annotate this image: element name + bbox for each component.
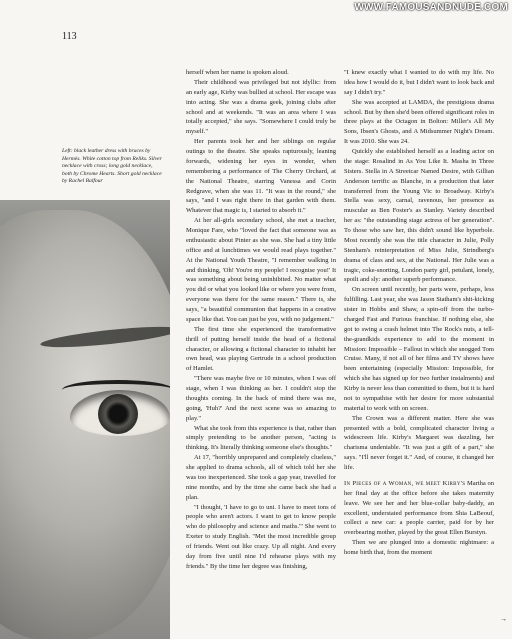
section-text: Martha on her final day at the office before she takes maternity leave. We see her and her blue-collar baby-daddy, an excellent, understated performance from Shia LaBeouf, collect a new car: a people carrier, paid for by her overbearing mother, played by the great Ellen Burstyn. bbox=[344, 479, 495, 537]
paragraph: "There was maybe five or 10 minutes, when I was off stage, when I was thinking as her. I couldn't stop the thoughts coming. In the back of mind there was me, going, 'Huh?' And the next scene was so amazing to play." bbox=[186, 375, 336, 422]
article-column-2 bbox=[344, 68, 494, 558]
portrait-photo bbox=[0, 200, 170, 639]
paragraph: On screen until recently, her parts were, perhaps, less fulfilling. Last year, she was Jason Statham's shit-kicking sister in Hobbs and Shaw, a spin-off from the turbo-charged Fast and Furious franchise. If nothing else, she got to swing a crash helmet into The Rock's nuts, a tell-the-grandkids experience to add to the moment in Mission: Impossible – Fallout in which she snogged Tom Cruise. Many, if not all of her films and TV shows have been entertaining (especially Mission: Impossible, for which she has signed up for two further instalments) and Kirby is never less than committed to them, but it is hard not to sympathise with her desire for more substantial material to work with on screen. bbox=[344, 286, 494, 412]
paragraph: At her all-girls secondary school, she met a teacher, Monique Fare, who "loved the fact that someone was as enthusiastic about Pinter as she was. She had a tiny little office and at lunchtimes we would read plays together." At the National Youth Theatre, "I remember walking in and thinking, 'Oh! You're my people! I recognise you!' It was something about being uninhibited. No matter what you did or what you looked like or where you were from, everyone was there for the same reason." There is, she says, "a beautiful communion that happens in a creative space like that. You can just be you, with no judgement." bbox=[186, 217, 336, 323]
paragraph: Their childhood was privileged but not idyllic: from an early age, Kirby was bullied at school. Her escape was into acting. She was a drama geek, joining clubs after school and at weekends. "It was an area where I was totally accepted," she says. "Somewhere I could truly be myself." bbox=[186, 78, 336, 136]
paragraph: The Crown was a different matter. Here she was presented with a bold, complicated character living a widescreen life. Kirby's Margaret was dazzling, her charisma undeniable. "It was just a gift of a part," she says. "I'll never forget it." And, of course, it changed her life. bbox=[344, 414, 494, 471]
paragraph: "I thought, 'I have to go to uni. I have to meet tons of people who aren't actors. I want to get to know people who do philosophy and science and maths.'" She went to Exeter to study English. "Met the most incredible group of friends. Went out like crazy. Up all night. And every day from five until nine I'd rehearse plays with my friends." By the time her degree was finishing, bbox=[186, 503, 336, 570]
article-column-1 bbox=[186, 68, 336, 572]
photo-caption: Left: black leather dress with braces by Hermès. White cotton top from Reliks. Silver necklace with cross; long gold necklace, both by Chrome Hearts. Short gold necklace by Rachel Balfour bbox=[62, 148, 162, 185]
paragraph: She was accepted at LAMDA, the prestigious drama school. But by then she'd been offered significant roles in three plays at the Octagon in Bolton: Miller's All My Sons, Ibsen's Ghosts, and A Midsummer Night's Dream. It was 2010. She was 24. bbox=[344, 98, 494, 146]
eye-shape bbox=[70, 390, 170, 436]
paragraph: "I knew exactly what I wanted to do with my life. No idea how I would do it, but I didn't want to look back and say I didn't try." bbox=[344, 69, 494, 96]
paragraph: Her parents took her and her siblings on regular outings to the theatre. She speaks rapturously, leaning forwards, widening her eyes in wonder, when remembering a performance of The Cherry Orchard, at the National Theatre, starring Vanessa and Corin Redgrave, when she was 11. "It was in the round," she says, "and I was right there in that garden with them. Whatever that magic is, I started to absorb it." bbox=[186, 138, 336, 215]
paragraph: At 17, "horribly unprepared and completely clueless," she applied to drama schools, all of which told her she was too inexperienced. She took a gap year, travelled for nine months, and by the time she came back she had a plan. bbox=[186, 454, 336, 501]
continue-arrow-icon: → bbox=[500, 615, 507, 623]
watermark: WWW.FAMOUSANDNUDE.COM bbox=[354, 2, 508, 13]
section-paragraph bbox=[344, 479, 494, 538]
paragraph: Quickly she established herself as a leading actor on the stage: Rosalind in As You Like It. Masha in Three Sisters. Stella in A Streetcar Named Desire, with Gillian Anderson terrific as Blanche, in a production that later transferred from the Young Vic to Broadway. Kirby's Stella was sexy, carnal, ravenous, her presence as muscular as Ben Foster's as Stanley. Variety described her as: "the outstanding stage actress of her generation". To those who saw her, this didn't sound like hyperbole. Most recently she was the title character in Julie, Polly Stenham's reinterpretation of Miss Julie, Strindberg's drama of class and sex, at the National. Her Julie was a tragic, coke-snorting, London party girl, petulant, lonely, spoilt and sly: another superb performance. bbox=[344, 148, 494, 284]
paragraph: The first time she experienced the transformative thrill of putting herself inside the head of a fictional character, or allowing a fictional character to inhabit her own head, was playing Gertrude in a school production of Hamlet. bbox=[186, 325, 336, 373]
paragraph: Then we are plunged into a domestic nightmare: a home birth that, from the moment bbox=[344, 539, 494, 556]
iris-shape bbox=[98, 394, 138, 434]
paragraph: herself when her name is spoken aloud. bbox=[186, 69, 289, 76]
page-number: 113 bbox=[62, 31, 77, 42]
paragraph: What she took from this experience is that, rather than simply pretending to be another person, "acting is thinking. It's literally thinking someone else's thoughts." bbox=[186, 424, 336, 452]
section-lead-in: In Pieces of a Woman, we meet Kirby's bbox=[344, 479, 466, 487]
